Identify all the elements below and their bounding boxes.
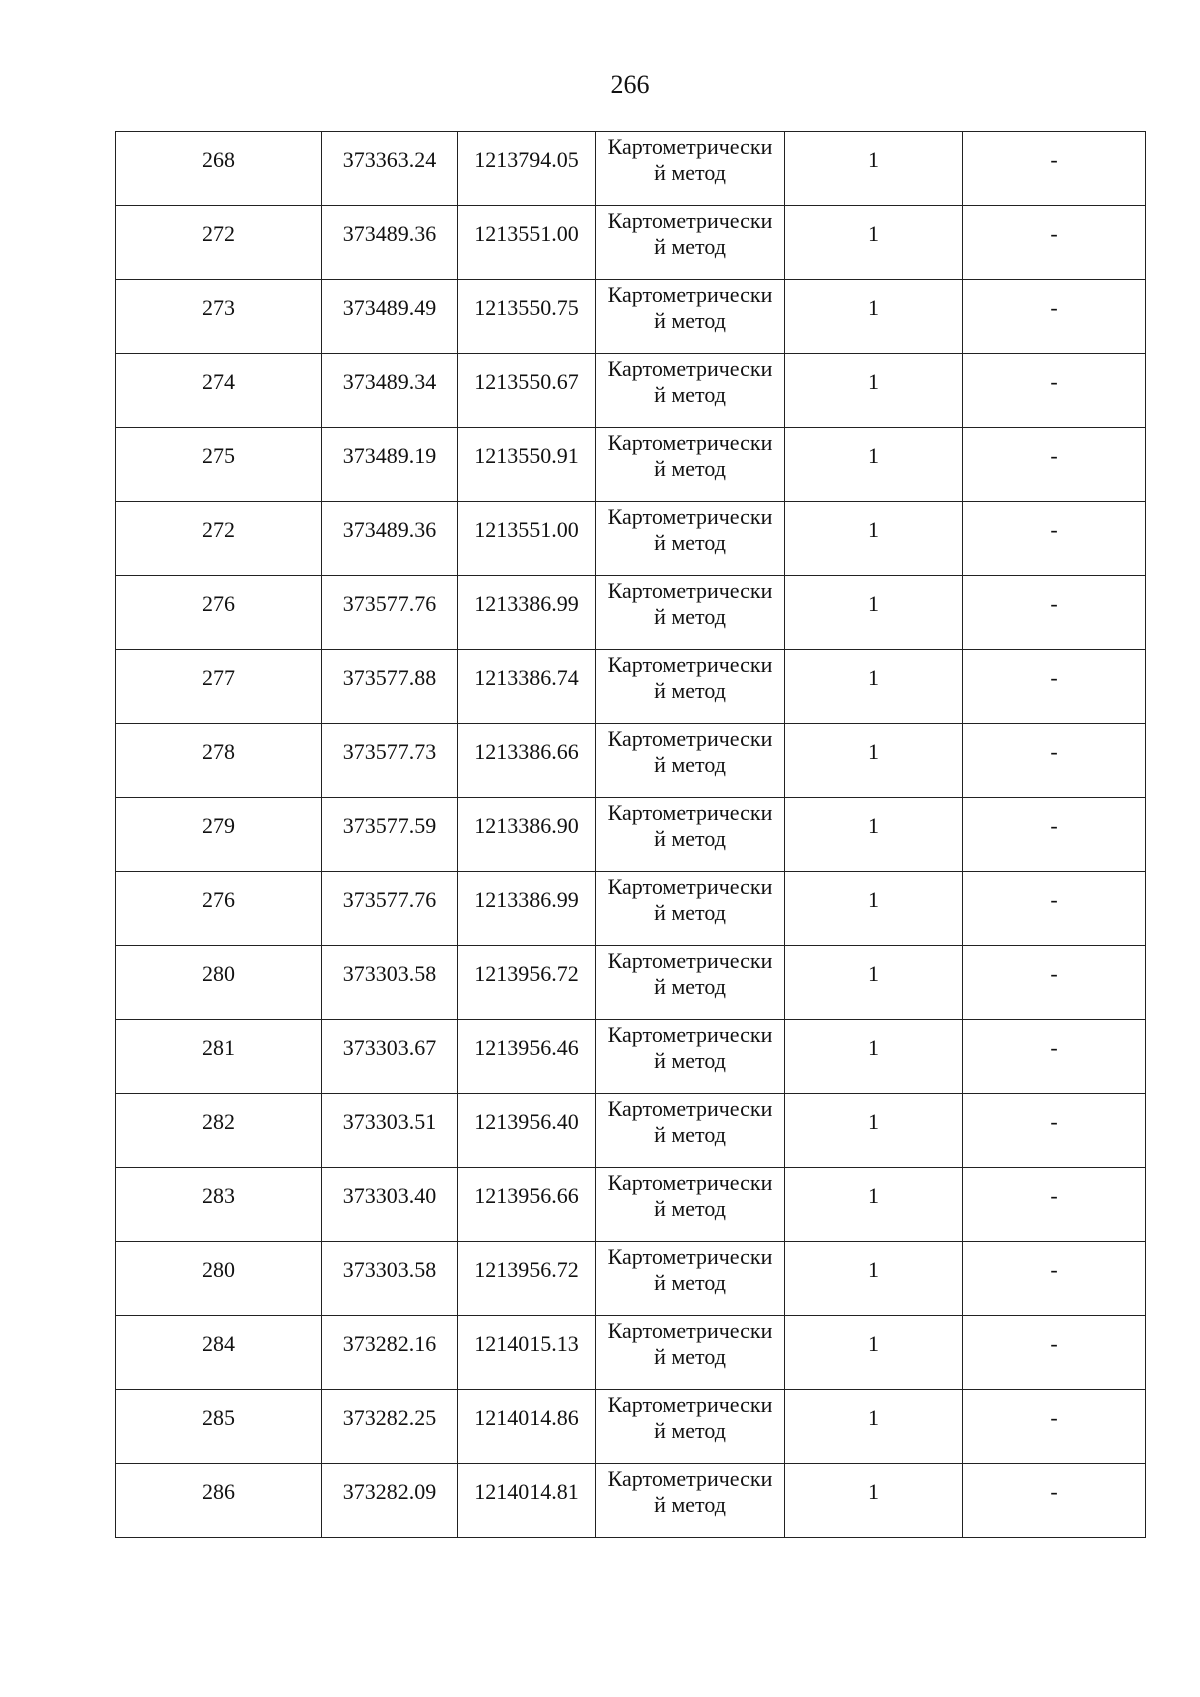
x-coordinate-cell: 373489.36 — [322, 206, 458, 280]
method-line-1: Картометрически — [607, 1244, 773, 1269]
y-coordinate-cell: 1213386.66 — [458, 724, 596, 798]
accuracy-cell: 1 — [785, 1316, 963, 1390]
method-line-2: й метод — [654, 530, 726, 555]
method-cell — [596, 502, 785, 576]
description-cell: - — [963, 724, 1146, 798]
method-line-2: й метод — [654, 456, 726, 481]
description-cell: - — [963, 576, 1146, 650]
y-coordinate-cell: 1213956.40 — [458, 1094, 596, 1168]
y-coordinate-cell: 1213386.74 — [458, 650, 596, 724]
table-row — [116, 1242, 1146, 1316]
x-coordinate-cell: 373303.51 — [322, 1094, 458, 1168]
method-cell — [596, 428, 785, 502]
description-cell: - — [963, 946, 1146, 1020]
point-number-cell: 268 — [116, 132, 322, 206]
description-cell: - — [963, 132, 1146, 206]
method-line-2: й метод — [654, 1418, 726, 1443]
method-line-1: Картометрически — [607, 208, 773, 233]
table-row — [116, 946, 1146, 1020]
method-cell — [596, 1390, 785, 1464]
method-line-1: Картометрически — [607, 504, 773, 529]
description-cell: - — [963, 1464, 1146, 1538]
table-row — [116, 428, 1146, 502]
point-number-cell: 275 — [116, 428, 322, 502]
y-coordinate-cell: 1213550.67 — [458, 354, 596, 428]
method-line-2: й метод — [654, 308, 726, 333]
point-number-cell: 276 — [116, 576, 322, 650]
method-cell — [596, 280, 785, 354]
method-line-2: й метод — [654, 1048, 726, 1073]
accuracy-cell: 1 — [785, 502, 963, 576]
method-line-2: й метод — [654, 382, 726, 407]
method-line-1: Картометрически — [607, 652, 773, 677]
method-cell — [596, 1094, 785, 1168]
point-number-cell: 274 — [116, 354, 322, 428]
accuracy-cell: 1 — [785, 1242, 963, 1316]
point-number-cell: 276 — [116, 872, 322, 946]
accuracy-cell: 1 — [785, 280, 963, 354]
y-coordinate-cell: 1214014.81 — [458, 1464, 596, 1538]
x-coordinate-cell: 373489.34 — [322, 354, 458, 428]
y-coordinate-cell: 1213551.00 — [458, 502, 596, 576]
method-line-2: й метод — [654, 900, 726, 925]
method-cell — [596, 1168, 785, 1242]
method-cell — [596, 946, 785, 1020]
y-coordinate-cell: 1213386.90 — [458, 798, 596, 872]
method-line-1: Картометрически — [607, 134, 773, 159]
method-line-1: Картометрически — [607, 1466, 773, 1491]
method-line-1: Картометрически — [607, 430, 773, 455]
y-coordinate-cell: 1213956.46 — [458, 1020, 596, 1094]
x-coordinate-cell: 373577.59 — [322, 798, 458, 872]
description-cell: - — [963, 1168, 1146, 1242]
y-coordinate-cell: 1213956.72 — [458, 1242, 596, 1316]
x-coordinate-cell: 373577.76 — [322, 576, 458, 650]
method-line-1: Картометрически — [607, 1170, 773, 1195]
method-line-1: Картометрически — [607, 356, 773, 381]
accuracy-cell: 1 — [785, 650, 963, 724]
table-row — [116, 1464, 1146, 1538]
accuracy-cell: 1 — [785, 1464, 963, 1538]
accuracy-cell: 1 — [785, 132, 963, 206]
y-coordinate-cell: 1213386.99 — [458, 872, 596, 946]
accuracy-cell: 1 — [785, 1020, 963, 1094]
accuracy-cell: 1 — [785, 1168, 963, 1242]
point-number-cell: 281 — [116, 1020, 322, 1094]
method-line-2: й метод — [654, 974, 726, 999]
method-cell — [596, 1020, 785, 1094]
method-cell — [596, 872, 785, 946]
method-line-1: Картометрически — [607, 578, 773, 603]
point-number-cell: 272 — [116, 206, 322, 280]
description-cell: - — [963, 206, 1146, 280]
method-line-1: Картометрически — [607, 800, 773, 825]
y-coordinate-cell: 1214015.13 — [458, 1316, 596, 1390]
point-number-cell: 282 — [116, 1094, 322, 1168]
point-number-cell: 283 — [116, 1168, 322, 1242]
point-number-cell: 278 — [116, 724, 322, 798]
accuracy-cell: 1 — [785, 1390, 963, 1464]
method-line-1: Картометрически — [607, 1392, 773, 1417]
table-row — [116, 280, 1146, 354]
method-line-2: й метод — [654, 160, 726, 185]
method-line-2: й метод — [654, 1122, 726, 1147]
method-line-2: й метод — [654, 752, 726, 777]
x-coordinate-cell: 373303.40 — [322, 1168, 458, 1242]
point-number-cell: 284 — [116, 1316, 322, 1390]
y-coordinate-cell: 1213956.66 — [458, 1168, 596, 1242]
accuracy-cell: 1 — [785, 798, 963, 872]
table-row — [116, 1020, 1146, 1094]
method-cell — [596, 1316, 785, 1390]
description-cell: - — [963, 650, 1146, 724]
description-cell: - — [963, 502, 1146, 576]
description-cell: - — [963, 872, 1146, 946]
table-row — [116, 206, 1146, 280]
accuracy-cell: 1 — [785, 946, 963, 1020]
point-number-cell: 279 — [116, 798, 322, 872]
y-coordinate-cell: 1213386.99 — [458, 576, 596, 650]
x-coordinate-cell: 373303.58 — [322, 1242, 458, 1316]
description-cell: - — [963, 354, 1146, 428]
table-body — [116, 132, 1146, 1538]
description-cell: - — [963, 1316, 1146, 1390]
method-line-1: Картометрически — [607, 948, 773, 973]
method-line-1: Картометрически — [607, 874, 773, 899]
method-line-2: й метод — [654, 604, 726, 629]
point-number-cell: 273 — [116, 280, 322, 354]
description-cell: - — [963, 798, 1146, 872]
x-coordinate-cell: 373577.73 — [322, 724, 458, 798]
method-line-1: Картометрически — [607, 282, 773, 307]
x-coordinate-cell: 373303.58 — [322, 946, 458, 1020]
method-line-2: й метод — [654, 1492, 726, 1517]
method-line-1: Картометрически — [607, 726, 773, 751]
method-cell — [596, 206, 785, 280]
description-cell: - — [963, 1094, 1146, 1168]
x-coordinate-cell: 373303.67 — [322, 1020, 458, 1094]
accuracy-cell: 1 — [785, 354, 963, 428]
table-row — [116, 1390, 1146, 1464]
description-cell: - — [963, 280, 1146, 354]
x-coordinate-cell: 373363.24 — [322, 132, 458, 206]
point-number-cell: 286 — [116, 1464, 322, 1538]
table-row — [116, 872, 1146, 946]
method-line-1: Картометрически — [607, 1022, 773, 1047]
description-cell: - — [963, 1390, 1146, 1464]
method-line-2: й метод — [654, 826, 726, 851]
method-cell — [596, 724, 785, 798]
method-line-1: Картометрически — [607, 1096, 773, 1121]
table-row — [116, 650, 1146, 724]
method-line-2: й метод — [654, 1196, 726, 1221]
x-coordinate-cell: 373489.36 — [322, 502, 458, 576]
description-cell: - — [963, 1242, 1146, 1316]
accuracy-cell: 1 — [785, 206, 963, 280]
point-number-cell: 285 — [116, 1390, 322, 1464]
x-coordinate-cell: 373577.88 — [322, 650, 458, 724]
accuracy-cell: 1 — [785, 428, 963, 502]
table-row — [116, 798, 1146, 872]
point-number-cell: 272 — [116, 502, 322, 576]
method-line-2: й метод — [654, 1270, 726, 1295]
method-cell — [596, 650, 785, 724]
method-cell — [596, 798, 785, 872]
table-row — [116, 576, 1146, 650]
coordinates-table — [115, 131, 1146, 1538]
y-coordinate-cell: 1213550.91 — [458, 428, 596, 502]
x-coordinate-cell: 373489.49 — [322, 280, 458, 354]
method-cell — [596, 576, 785, 650]
table-row — [116, 724, 1146, 798]
description-cell: - — [963, 428, 1146, 502]
table-row — [116, 1316, 1146, 1390]
y-coordinate-cell: 1213550.75 — [458, 280, 596, 354]
point-number-cell: 280 — [116, 1242, 322, 1316]
method-line-1: Картометрически — [607, 1318, 773, 1343]
table-row — [116, 354, 1146, 428]
accuracy-cell: 1 — [785, 724, 963, 798]
table-row — [116, 1168, 1146, 1242]
x-coordinate-cell: 373282.16 — [322, 1316, 458, 1390]
method-line-2: й метод — [654, 234, 726, 259]
y-coordinate-cell: 1214014.86 — [458, 1390, 596, 1464]
table-row — [116, 132, 1146, 206]
point-number-cell: 280 — [116, 946, 322, 1020]
y-coordinate-cell: 1213551.00 — [458, 206, 596, 280]
x-coordinate-cell: 373282.25 — [322, 1390, 458, 1464]
table-row — [116, 1094, 1146, 1168]
x-coordinate-cell: 373577.76 — [322, 872, 458, 946]
point-number-cell: 277 — [116, 650, 322, 724]
method-cell — [596, 1464, 785, 1538]
method-line-2: й метод — [654, 1344, 726, 1369]
method-cell — [596, 354, 785, 428]
y-coordinate-cell: 1213956.72 — [458, 946, 596, 1020]
method-cell — [596, 1242, 785, 1316]
method-line-2: й метод — [654, 678, 726, 703]
y-coordinate-cell: 1213794.05 — [458, 132, 596, 206]
x-coordinate-cell: 373489.19 — [322, 428, 458, 502]
page-number: 266 — [610, 70, 650, 99]
x-coordinate-cell: 373282.09 — [322, 1464, 458, 1538]
accuracy-cell: 1 — [785, 576, 963, 650]
accuracy-cell: 1 — [785, 1094, 963, 1168]
table-row — [116, 502, 1146, 576]
accuracy-cell: 1 — [785, 872, 963, 946]
method-cell — [596, 132, 785, 206]
description-cell: - — [963, 1020, 1146, 1094]
